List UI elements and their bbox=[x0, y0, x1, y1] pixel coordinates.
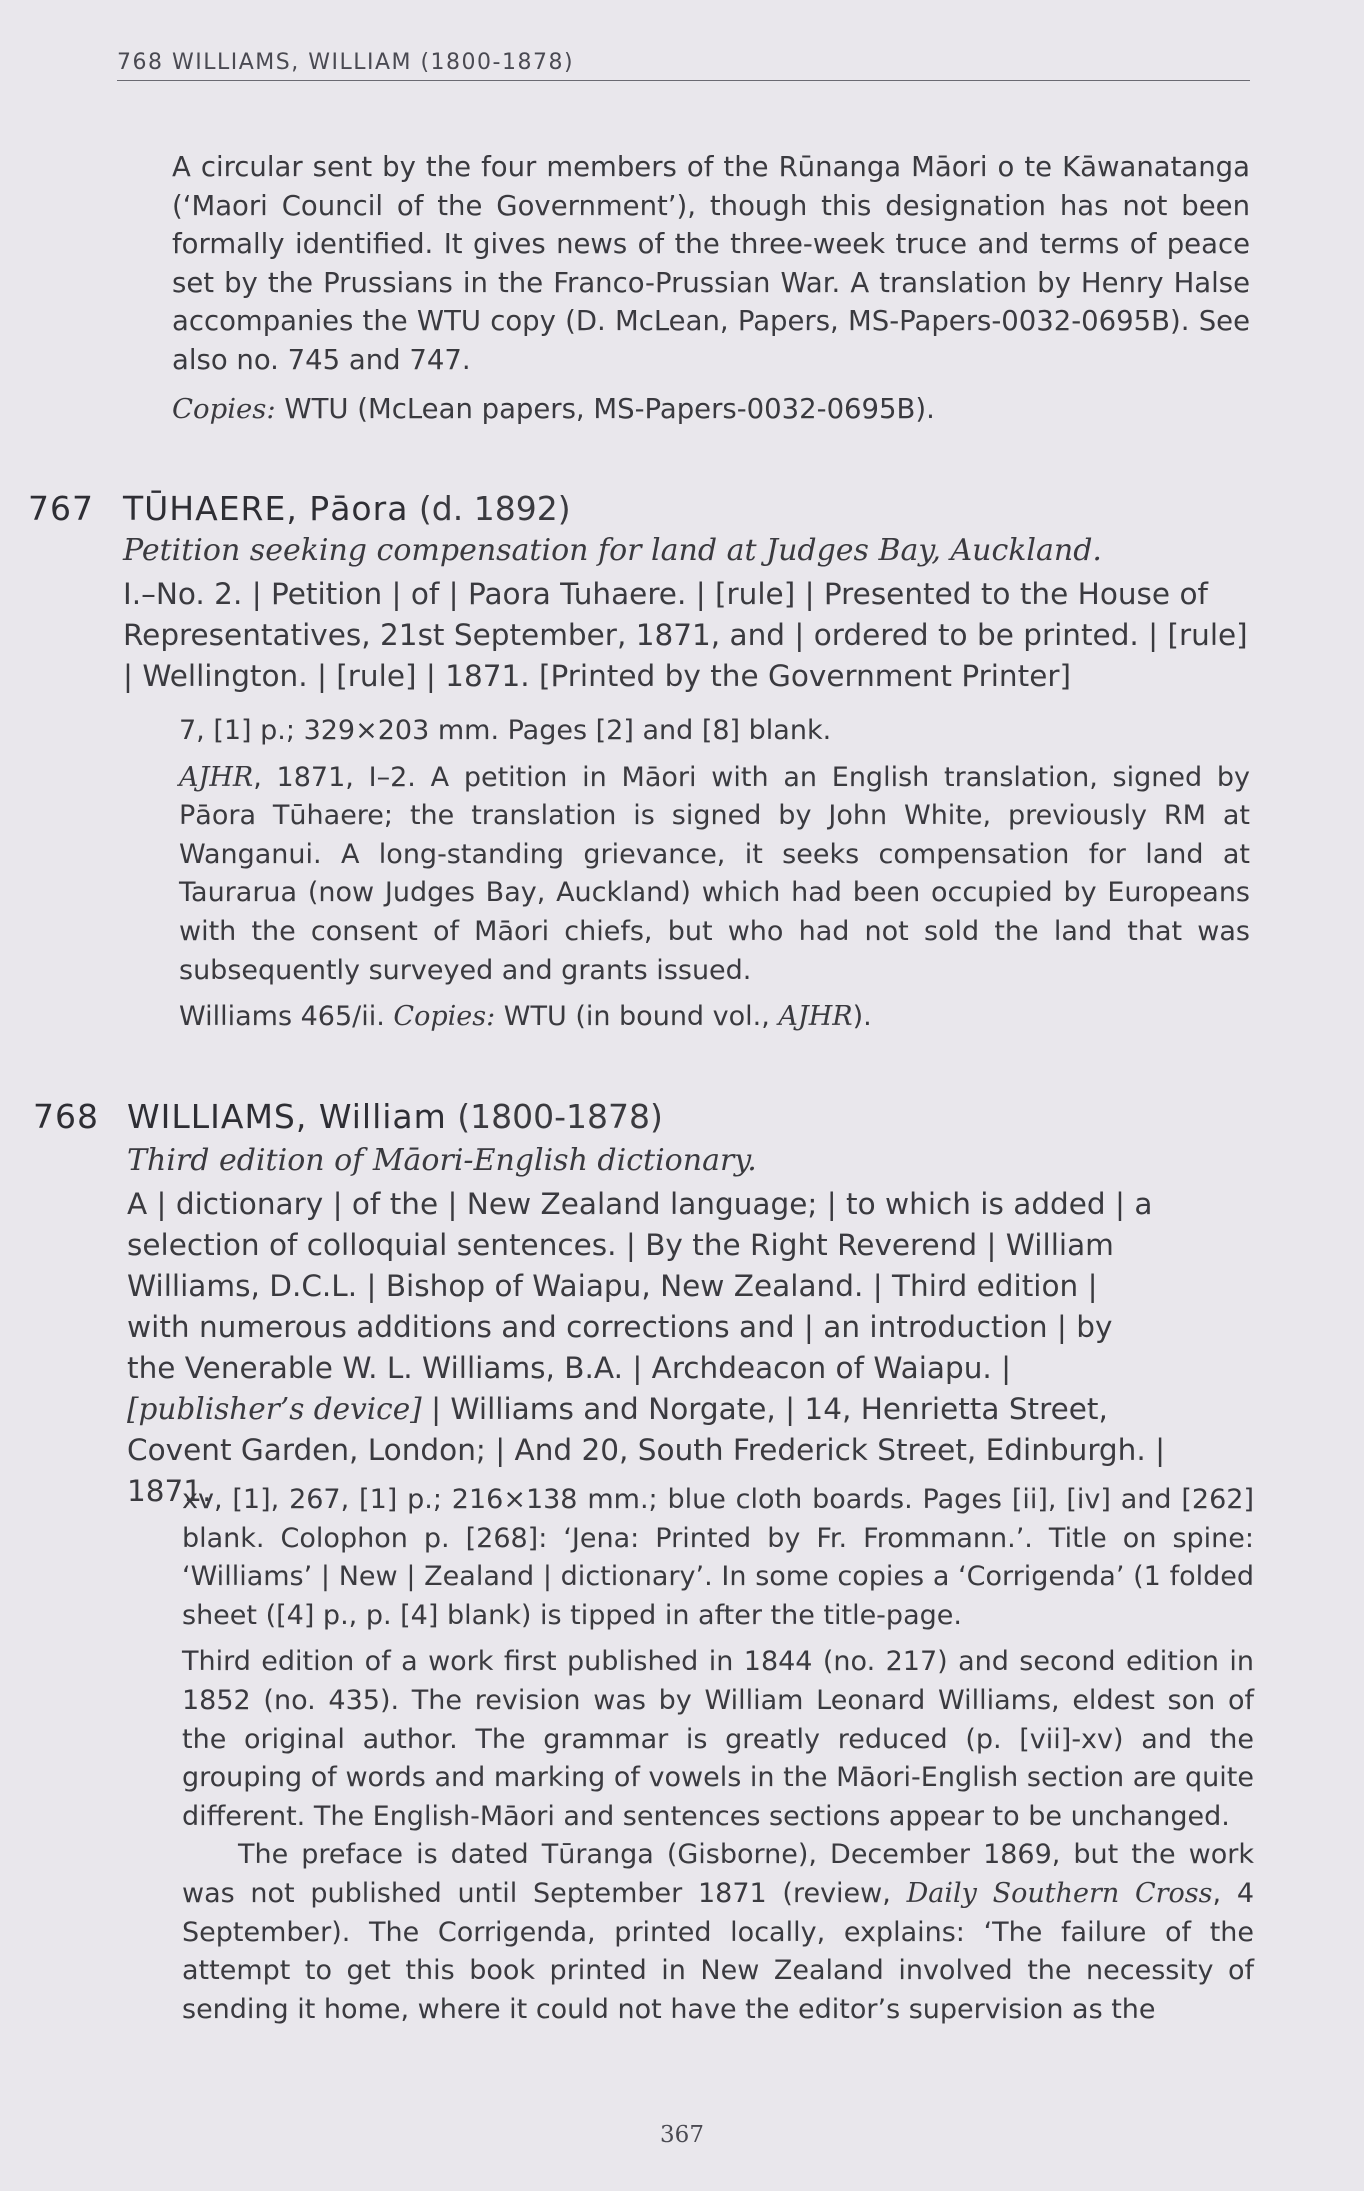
copies-text: WTU (McLean papers, MS-Papers-0032-0695B). bbox=[284, 392, 935, 425]
entry-767-notes bbox=[179, 759, 1250, 991]
ajhr-abbrev: AJHR bbox=[778, 1001, 853, 1033]
entry-767-author: TŪHAERE, Pāora bbox=[123, 489, 409, 528]
entry-768-dates: (1800-1878) bbox=[457, 1097, 663, 1136]
copies-label: Copies: bbox=[393, 1001, 496, 1033]
entry-767-dates: (d. 1892) bbox=[418, 489, 571, 528]
entry-766-copies bbox=[172, 390, 1250, 429]
entry-767-ref: Williams 465/ii. bbox=[179, 1001, 385, 1033]
entry-768-transcription-b: | Williams and Norgate, | 14, Henrietta Street, Covent Garden, London; | And 20, South Frederick Street, Edinburgh. | 1871. bbox=[127, 1392, 1166, 1508]
entry-768-note-1: Third edition of a work first published in 1844 (no. 217) and second edition in 1852 (no. 435). The revision was by William Leonard Williams, eldest son of the original author. The grammar is greatly reduced (p. [vii]-xv) and the grouping of words and marking of vowels in the Māori-English section are quite different. The English-Māori and sentences sections appear to be unchanged. bbox=[182, 1646, 1254, 1832]
entry-767-heading bbox=[123, 489, 571, 528]
entry-768-note-2 bbox=[182, 1836, 1254, 2029]
entry-767-notes-text: , 1871, I–2. A petition in Māori with an English translation, signed by Pāora Tūhaere; the translation is signed by John White, previously RM at Wanganui. A long-standing grievance, it seeks compensation for land at Taurarua (now Judges Bay, Auckland) which had been occupied by Europeans with the consent of Māori chiefs, but who had not sold the land that was subsequently surveyed and grants issued. bbox=[179, 761, 1250, 986]
entry-768-author: WILLIAMS, William bbox=[127, 1097, 447, 1136]
copies-text-end: ). bbox=[852, 1001, 872, 1033]
copies-text: WTU (in bound vol., bbox=[503, 1001, 770, 1033]
entry-768-title: Third edition of Māori-English dictionary. bbox=[127, 1143, 757, 1178]
entry-767-collation: 7, [1] p.; 329×203 mm. Pages [2] and [8] blank. bbox=[179, 715, 832, 746]
entry-768-transcription bbox=[127, 1184, 1167, 1512]
publishers-device: [publisher’s device] bbox=[127, 1392, 422, 1426]
header-rule bbox=[117, 80, 1250, 81]
entry-767-references bbox=[179, 998, 1250, 1037]
running-head: 768 WILLIAMS, WILLIAM (1800-1878) bbox=[117, 50, 575, 75]
newspaper-title: Daily Southern Cross bbox=[906, 1877, 1213, 1909]
entry-767-transcription: I.–No. 2. | Petition | of | Paora Tuhaere. | [rule] | Presented to the House of Representatives, 21st September, 1871, and | ordered to be printed. | [rule] | Wellington. | [rule] | 1871. [Printed by the Government Printer] bbox=[123, 577, 1248, 693]
entry-767-number: 767 bbox=[28, 489, 94, 528]
entry-768-description bbox=[182, 1481, 1254, 2029]
page-number: 367 bbox=[660, 2122, 704, 2148]
entry-766-notes bbox=[172, 148, 1250, 428]
entry-767-title: Petition seeking compensation for land at Judges Bay, Auckland. bbox=[123, 533, 1102, 568]
entry-766-paragraph: A circular sent by the four members of the Rūnanga Māori o te Kāwanatanga (‘Maori Council of the Government’), though this designation has not been formally identified. It gives news of the three-week truce and terms of peace set by the Prussians in the Franco-Prussian War. A translation by Henry Halse accompanies the WTU copy (D. McLean, Papers, MS-Papers-0032-0695B). See also no. 745 and 747. bbox=[172, 151, 1250, 376]
note-2-text-a: The preface is dated Tūranga (Gisborne), December 1869, but the work was not published until September 1871 (review, bbox=[182, 1839, 1254, 1909]
entry-768-heading bbox=[127, 1097, 663, 1136]
entry-768-transcription-a: A | dictionary | of the | New Zealand language; | to which is added | a selection of colloquial sentences. | By the Right Reverend | William Williams, D.C.L. | Bishop of Waiapu, New Zealand. | Third edition | with numerous additions and corrections and | an introduction | by the Venerable W. L. Williams, B.A. | Archdeacon of Waiapu. | bbox=[127, 1187, 1153, 1385]
entry-767-description bbox=[179, 712, 1250, 1037]
note-2-text-b: , 4 September). The Corrigenda, printed locally, explains: ‘The failure of the attempt to get this book printed in New Zealand involved the necessity of sending it home, where it could not have the editor’s supervision as the bbox=[182, 1877, 1255, 2025]
entry-768-number: 768 bbox=[33, 1097, 99, 1136]
entry-768-collation: xv, [1], 267, [1] p.; 216×138 mm.; blue cloth boards. Pages [ii], [iv] and [262] blank. Colophon p. [268]: ‘Jena: Printed by Fr. Frommann.’. Title on spine: ‘Williams’ | New | Zealand | dictionary’. In some copies a ‘Corrigenda’ (1 folded sheet ([4] p., p. [4] blank) is tipped in after the title-page. bbox=[182, 1484, 1254, 1631]
copies-label: Copies: bbox=[172, 392, 276, 425]
ajhr-abbrev: AJHR bbox=[179, 761, 254, 793]
